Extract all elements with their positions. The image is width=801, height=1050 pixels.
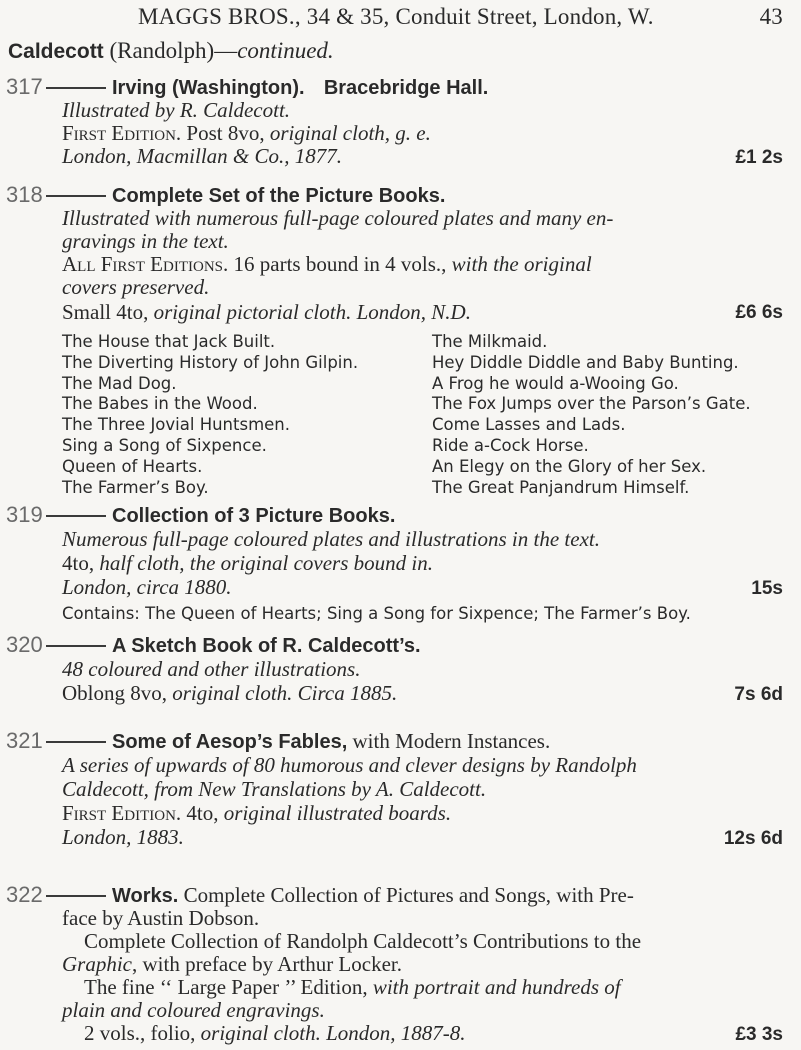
price: £1 2s <box>735 147 783 168</box>
binding-imprint: original pictorial cloth. London, N.D. <box>153 300 471 324</box>
engravings-note: plain and coloured engravings. <box>62 998 325 1022</box>
entry-description: A series of upwards of 80 humorous and clever designs by Randolph <box>62 753 637 777</box>
price: 7s 6d <box>734 684 783 705</box>
format-label: Oblong 8vo, <box>62 681 173 705</box>
contents-column-right <box>432 332 751 498</box>
edition-label: First Edition. <box>62 121 182 145</box>
price: 15s <box>751 578 783 599</box>
binding-imprint: original cloth. London, 1887-8. <box>200 1021 466 1045</box>
binding-label: half cloth, the original covers bound in. <box>99 551 433 575</box>
list-item: The Mad Dog. <box>62 373 177 393</box>
entry-description: Numerous full-page coloured plates and illustrations in the text. <box>62 527 600 551</box>
author-heading <box>8 38 334 64</box>
entry-dash <box>46 515 106 517</box>
binding-label: original illustrated boards. <box>223 801 452 825</box>
binding-label: original cloth, g. e. <box>269 121 431 145</box>
page-header <box>138 4 783 30</box>
format-label: Small 4to, <box>62 300 154 324</box>
format-label: 4to, <box>181 801 224 825</box>
imprint: London, Macmillan & Co., 1877. <box>62 144 343 168</box>
lot-number: 321 <box>6 728 43 753</box>
entry-title: Some of Aesop’s Fables, <box>112 731 348 753</box>
binding-imprint: original cloth. Circa 1885. <box>172 681 398 705</box>
list-item: The Farmer’s Boy. <box>62 477 209 497</box>
contents-column-left <box>62 332 358 498</box>
lot-number: 322 <box>6 882 43 907</box>
graphic-title: Graphic <box>62 952 132 976</box>
entry-illustrator: Illustrated by R. Caldecott. <box>62 98 291 122</box>
preface-note: , with preface by Arthur Locker. <box>132 952 402 976</box>
page-number: 43 <box>759 4 783 29</box>
entry-dash <box>46 895 106 897</box>
list-item: The Diverting History of John Gilpin. <box>62 352 359 372</box>
entry-description-cont: Caldecott, from New Translations by A. Caldecott. <box>62 777 487 801</box>
list-item: The Babes in the Wood. <box>62 394 258 414</box>
entry-description: Illustrated with numerous full-page coloured plates and many en- <box>62 206 614 230</box>
list-item: The Three Jovial Huntsmen. <box>62 415 291 435</box>
format-label: 2 vols., folio, <box>84 1021 201 1045</box>
entry-subtitle: Bracebridge Hall. <box>323 77 489 99</box>
entry-dash <box>46 195 106 197</box>
list-item: A Frog he would a-Wooing Go. <box>432 373 679 393</box>
lot-number: 320 <box>6 632 43 657</box>
edition-label: All First Editions. <box>62 252 229 276</box>
imprint: London, 1883. <box>62 825 184 849</box>
entry-subtitle: Complete Collection of Pictures and Songs, with Pre- <box>178 883 634 907</box>
author-name: Caldecott <box>8 40 104 63</box>
entry-title: Irving (Washington). <box>112 77 305 99</box>
format-label: 4to, <box>62 551 100 575</box>
list-item: Ride a-Cock Horse. <box>432 435 589 455</box>
lot-number: 317 <box>6 74 43 99</box>
edition-label: First Edition. <box>62 801 182 825</box>
entry-dash <box>46 741 106 743</box>
entry-title: Complete Set of the Picture Books. <box>112 185 446 207</box>
entry-dash <box>46 87 106 89</box>
author-continued: continued. <box>237 38 334 63</box>
list-item: The Fox Jumps over the Parson’s Gate. <box>432 394 751 414</box>
format-label: Post 8vo, <box>181 121 270 145</box>
imprint: London, circa 1880. <box>62 575 232 599</box>
author-forename: (Randolph)— <box>109 38 238 63</box>
format-label: 16 parts bound in 4 vols., <box>228 252 452 276</box>
lot-number: 319 <box>6 502 43 527</box>
edition-label: The fine ‘‘ Large Paper ’’ Edition, <box>84 975 373 999</box>
covers-note: with the original <box>451 252 592 276</box>
entry-description-cont: Complete Collection of Randolph Caldecott’s Contributions to the <box>84 929 642 953</box>
entry-subtitle: with Modern Instances. <box>347 729 551 753</box>
entry-title: Works. <box>112 885 179 907</box>
list-item: The Great Panjandrum Himself. <box>432 477 690 497</box>
list-item: An Elegy on the Glory of her Sex. <box>432 456 707 476</box>
portrait-note: with portrait and hundreds of <box>372 975 621 999</box>
contents-note: Contains: The Queen of Hearts; Sing a Song for Sixpence; The Farmer’s Boy. <box>62 604 691 623</box>
covers-note-cont: covers preserved. <box>62 275 210 299</box>
lot-number: 318 <box>6 182 43 207</box>
list-item: The Milkmaid. <box>432 332 548 351</box>
list-item: Come Lasses and Lads. <box>432 415 626 435</box>
price: £6 6s <box>735 302 783 323</box>
list-item: Hey Diddle Diddle and Baby Bunting. <box>432 352 739 372</box>
entry-dash <box>46 645 106 647</box>
entry-description-cont: gravings in the text. <box>62 229 229 253</box>
entry-title: Collection of 3 Picture Books. <box>112 505 396 527</box>
list-item: The House that Jack Built. <box>62 332 276 351</box>
entry-description: 48 coloured and other illustrations. <box>62 657 361 681</box>
entry-title: A Sketch Book of R. Caldecott’s. <box>112 635 421 657</box>
list-item: Sing a Song of Sixpence. <box>62 435 267 455</box>
entry-description: face by Austin Dobson. <box>62 906 260 930</box>
price: £3 3s <box>735 1024 783 1045</box>
publisher-line: MAGGS BROS., 34 & 35, Conduit Street, London, W. <box>138 4 654 29</box>
price: 12s 6d <box>723 828 783 849</box>
list-item: Queen of Hearts. <box>62 456 203 476</box>
